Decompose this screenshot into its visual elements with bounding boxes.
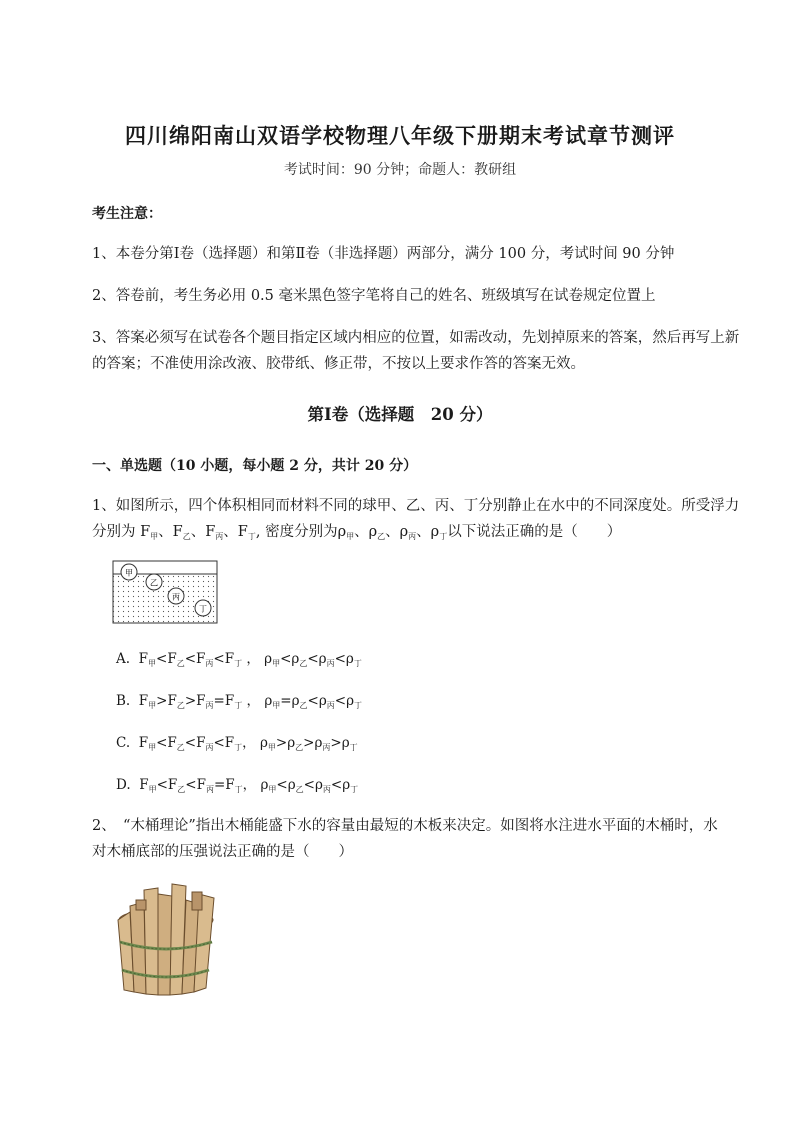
q1-option-b[interactable]: B. $F_甲>F_乙>F_丙=F_丁$ ， $\rho_甲=\rho_乙<\rho_丙<\rho_丁$ bbox=[116, 693, 363, 710]
notice-heading: 考生注意： bbox=[92, 206, 162, 222]
wooden-barrel-figure bbox=[106, 880, 226, 1000]
section-title: 第Ⅰ卷（选择题 20 分） bbox=[307, 405, 493, 424]
ball-yi-label: 乙 bbox=[150, 578, 158, 588]
exam-subtitle: 考试时间：90 分钟；命题人：教研组 bbox=[283, 162, 517, 178]
part-heading: 一、单选题（10 小题，每小题 2 分，共计 20 分） bbox=[92, 458, 418, 474]
q1-line-1: 1、如图所示，四个体积相同而材料不同的球甲、乙、丙、丁分别静止在水中的不同深度处。所受浮力 bbox=[92, 498, 740, 514]
q1-option-d[interactable]: D. $F_甲<F_乙<F_丙=F_丁$， $\rho_甲<\rho_乙<\rho_丙<\rho_丁$ bbox=[116, 777, 359, 794]
buoyancy-figure bbox=[112, 560, 218, 624]
q1-option-a[interactable]: A. $F_甲<F_乙<F_丙<F_丁$ ， $\rho_甲<\rho_乙<\rho_丙<\rho_丁$ bbox=[116, 651, 362, 668]
ball-jia-label: 甲 bbox=[125, 568, 133, 578]
notice-item-2: 2、答卷前，考生务必用 0.5 毫米黑色签字笔将自己的姓名、班级填写在试卷规定位置上 bbox=[92, 288, 656, 304]
q1-line-2: 分别为 $F_甲$、$F_乙$、$F_丙$、$F_丁$, 密度分别为$\rho_甲$、$\rho_乙$、$\rho_丙$、$\rho_丁$以下说法正确的是（ ） bbox=[92, 524, 622, 541]
ball-ding-label: 丁 bbox=[199, 604, 207, 614]
notice-item-3: 3、答案必须写在试卷各个题目指定区域内相应的位置，如需改动，先划掉原来的答案，然后再写上新的答案；不准使用涂改液、胶带纸、修正带，不按以上要求作答的答案无效。 bbox=[92, 330, 740, 372]
ball-bing-label: 丙 bbox=[172, 592, 180, 602]
q2-line-1: 2、 “木桶理论”指出木桶能盛下水的容量由最短的木板来决定。如图将水注进水平面的木桶时，水 bbox=[92, 818, 718, 834]
q1-option-c[interactable]: C. $F_甲<F_乙<F_丙<F_丁$， $\rho_甲>\rho_乙>\rho_丙>\rho_丁$ bbox=[116, 735, 358, 752]
exam-title: 四川绵阳南山双语学校物理八年级下册期末考试章节测评 bbox=[125, 123, 675, 148]
notice-item-1: 1、本卷分第Ⅰ卷（选择题）和第Ⅱ卷（非选择题）两部分，满分 100 分，考试时间 90 分钟 bbox=[92, 246, 675, 262]
q2-line-2: 对木桶底部的压强说法正确的是（ ） bbox=[92, 844, 353, 860]
